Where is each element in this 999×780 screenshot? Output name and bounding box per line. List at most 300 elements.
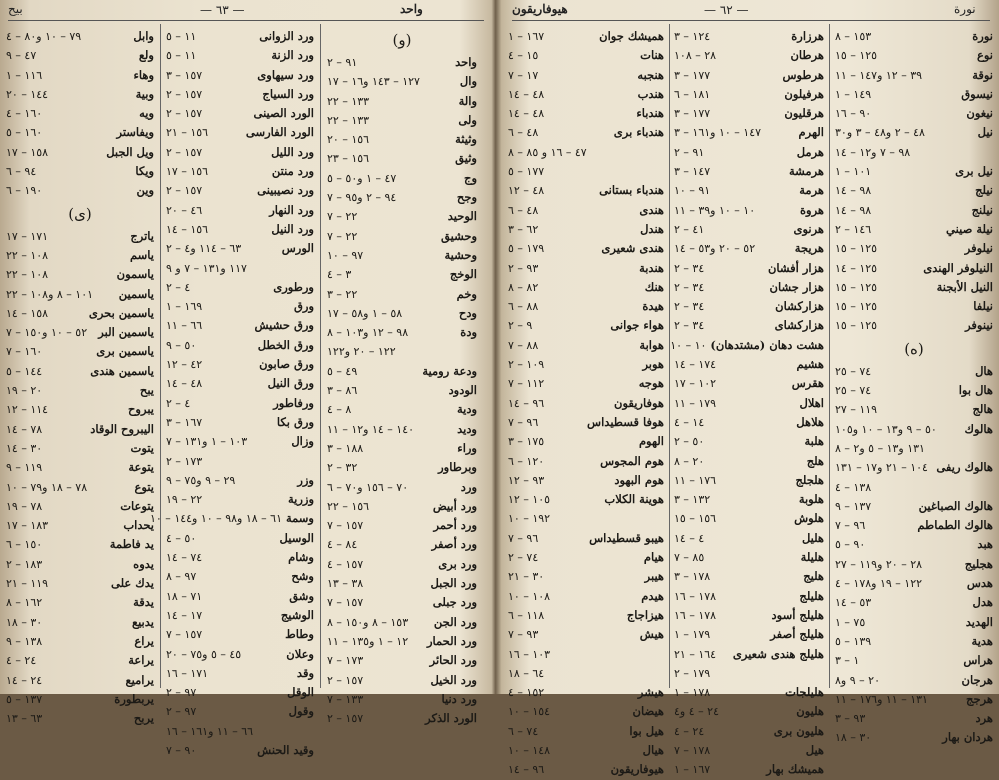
entry-word: وزرية [287, 492, 314, 507]
entry-reference: ٣٠ – ١٤ [6, 441, 43, 455]
left-header-word: واحد [400, 2, 423, 16]
index-entry [166, 355, 314, 374]
index-entry [166, 278, 314, 297]
entry-reference: ٤٨ – ١٤ [508, 87, 545, 101]
entry-word: ياسمين هندى [90, 363, 154, 378]
entry-word: ياسمون [116, 267, 154, 282]
entry-reference: ٧١ – ١٨ [166, 589, 203, 603]
entry-word: ودية [456, 402, 477, 417]
entry-reference: ٢٠ – ٨ [674, 454, 705, 468]
entry-reference: ٧٨ – ١٤ [6, 422, 43, 436]
index-entry [6, 400, 154, 419]
entry-word: ورد الزنة [271, 48, 314, 63]
entry-reference: ٩٣ – ٧ [508, 628, 539, 642]
entry-reference: ٥٠ – ٩ و١٣ – ١٠ و١٠٥ [835, 422, 937, 436]
entry-reference: ٤٨ – ١٤ [166, 377, 203, 391]
index-entry [6, 439, 154, 458]
entry-reference: ١٦٧ – ١ [508, 30, 545, 43]
entry-word: هجليج [964, 556, 993, 571]
entry-reference: ١٦٠ – ٧ [6, 345, 43, 359]
entry-reference: ١٨٣ – ١٧ [6, 519, 49, 533]
entry-reference: ١٥٣ – ٨ و١٥٠ – ٨ [327, 615, 409, 629]
index-entry [508, 123, 664, 142]
index-entry [327, 671, 477, 690]
entry-reference: ٢٢ – ١٩ [166, 493, 203, 507]
index-entry [508, 625, 664, 644]
entry-reference: ٦٤ – ١٨ [508, 666, 545, 680]
index-entry [835, 143, 993, 162]
index-entry [508, 760, 664, 779]
index-entry [166, 336, 314, 355]
index-entry [835, 497, 993, 516]
index-entry [674, 567, 824, 586]
entry-word: وخم [456, 286, 477, 301]
entry-word: وهاء [133, 67, 154, 82]
entry-reference: ٦٦ – ١١ و١٦١ – ١٦ [166, 724, 254, 738]
index-entry [508, 683, 664, 702]
index-entry [835, 297, 993, 316]
index-entry [166, 123, 314, 142]
entry-word: هيام [643, 550, 664, 565]
entry-word: هليج [803, 569, 824, 584]
entry-reference: ١٢٠ – ٦ [508, 454, 545, 468]
entry-word: ورق حشيش [254, 318, 314, 333]
entry-reference: ٩٠ – ١٦ [835, 107, 872, 121]
entry-reference: ١٠٨ – ٢٢ [6, 248, 49, 262]
right-page [504, 0, 999, 777]
entry-word: ياسمين البر [98, 325, 154, 340]
index-entry [6, 420, 154, 439]
entry-reference: ١٧٩ – ١١ [674, 396, 717, 410]
index-entry [835, 439, 993, 458]
entry-word: الوقل [287, 685, 314, 700]
entry-word: هوفاريقون [614, 395, 664, 410]
entry-word: هالوك الصباغين [918, 498, 993, 513]
index-entry [508, 297, 664, 316]
entry-reference: ١٧٧ – ٣ [674, 68, 711, 82]
index-entry [508, 413, 664, 432]
index-entry [6, 593, 154, 612]
entry-word: هلاهل [796, 414, 824, 429]
entry-word: هيدة [642, 299, 664, 314]
entry-reference: ٥٢ – ٢٠ و٥٣ – ١٤ [674, 242, 756, 256]
entry-word: هلج [806, 453, 824, 468]
entry-word: هندب [637, 86, 664, 101]
entry-word: يدوه [133, 556, 154, 571]
entry-reference: ٧٠ – ١٥٦ و٧٠ – ٦ [327, 480, 409, 494]
entry-reference: ١٠٥ – ١٢ [508, 493, 551, 507]
entry-reference: ٧٨ – ١٨ و٧٩ – ١٠ [6, 480, 88, 494]
index-entry [166, 529, 314, 548]
entry-reference: ١٤٤ – ٢٠ [6, 87, 49, 101]
index-entry [327, 613, 477, 632]
entry-reference: ٩٧ – ٨ [166, 570, 197, 584]
entry-reference: ١٤ – ٤ [674, 415, 705, 429]
index-entry [674, 374, 824, 393]
index-entry [327, 72, 477, 91]
entry-word: هليلج [799, 588, 824, 603]
entry-reference: ٩٦ – ١٤ [508, 396, 545, 410]
entry-word: ورد أصفر [431, 537, 477, 552]
entry-word: هندباء [636, 106, 664, 121]
section-letter-heading: (و) [392, 31, 412, 49]
entry-reference: ١٥٧ – ٧ [327, 519, 364, 533]
entry-word: النيل الأبجنة [936, 279, 993, 294]
entry-reference: ٩٣ – ٢ [508, 261, 539, 275]
index-entry [327, 53, 477, 72]
entry-word: يحداب [123, 518, 154, 533]
index-entry [508, 220, 664, 239]
index-entry [508, 355, 664, 374]
entry-reference: ١٦٩ – ١ [166, 300, 203, 314]
entry-word: ويكا [135, 164, 154, 179]
index-entry [508, 567, 664, 586]
entry-reference: ٧٤ – ١٤ [166, 551, 203, 565]
entry-reference: ٣٤ – ٢ [674, 280, 705, 294]
entry-reference: ١٣٧ – ٩ [835, 499, 872, 513]
index-entry [835, 239, 993, 258]
entry-word: هرزارة [791, 29, 824, 43]
entry-word: وين [136, 183, 154, 198]
entry-word: وحشيق [441, 228, 477, 243]
index-entry [508, 46, 664, 65]
index-entry [835, 651, 993, 670]
index-entry [6, 690, 154, 709]
index-entry [6, 516, 154, 535]
index-entry [835, 46, 993, 65]
index-entry [166, 548, 314, 567]
entry-word: هميشك بهار [766, 762, 824, 777]
entry-word: هوفا قسطيداس [587, 414, 664, 429]
entry-reference: ١٥٠ – ٦ [6, 538, 43, 552]
entry-reference: ١٢٥ – ١٥ [835, 242, 878, 256]
entry-word: وطاط [285, 627, 314, 642]
entry-word: يراع [134, 633, 154, 648]
entry-reference: ١٤٠ – ١٤ و١٢ – ١١ [327, 422, 415, 436]
entry-word: الهرم [798, 125, 824, 140]
entry-word: ورد الخيل [430, 672, 477, 687]
entry-word: يبح [139, 383, 154, 398]
entry-word: هلجلج [795, 472, 824, 487]
index-entry [166, 490, 314, 509]
index-entry [327, 304, 477, 323]
index-entry [674, 162, 824, 181]
entry-word: هيبر [644, 569, 664, 584]
entry-reference: ١٠ – ١٠ [670, 338, 707, 352]
entry-reference: ١٦٤ – ٢١ [674, 647, 717, 661]
index-entry [835, 574, 993, 593]
index-entry [508, 645, 664, 664]
index-entry [6, 265, 154, 284]
column-divider [669, 24, 670, 688]
entry-reference: ٢٤ – ٤ و٤ [674, 705, 719, 719]
entry-word: الوخج [449, 267, 477, 282]
entry-reference: ١٩٢ – ١٠ [508, 512, 551, 526]
entry-word: يدقة [133, 595, 154, 610]
index-entry [166, 46, 314, 65]
entry-reference: ١٢٥ – ١٥ [835, 280, 878, 294]
index-entry [6, 123, 154, 142]
entry-word: هرمل [796, 144, 824, 159]
entry-reference: ٩٣ – ٣ [835, 712, 866, 726]
index-entry [674, 760, 824, 779]
index-entry [166, 66, 314, 85]
entry-reference: ١٧ – ٧ [508, 68, 539, 82]
entry-word: هرمة [799, 183, 824, 198]
index-entry [166, 683, 314, 702]
index-entry [6, 66, 154, 85]
entry-word: واحد [455, 55, 477, 69]
entry-reference: ١٥٧ – ٢ [327, 712, 364, 726]
entry-reference: ١٥٣ – ٨ [835, 30, 872, 43]
index-entry [327, 188, 477, 207]
entry-reference: ٤٩ – ٥ [327, 364, 358, 378]
index-entry [508, 27, 664, 46]
index-entry [166, 722, 314, 741]
entry-word: الودود [448, 383, 477, 398]
entry-reference: ١٥٦ – ١٥ [674, 512, 717, 526]
entry-reference: ٤ – ٢ [166, 280, 191, 294]
entry-word: ورد النهار [269, 202, 314, 217]
entry-word: يراميع [125, 672, 154, 687]
index-entry [327, 593, 477, 612]
entry-reference: ٩١ – ١٠ [674, 184, 711, 198]
entry-word: ودح [458, 305, 477, 320]
index-entry [166, 143, 314, 162]
entry-reference: ٩١ – ٢ [674, 145, 705, 159]
index-entry [327, 362, 477, 381]
index-entry [674, 645, 824, 664]
entry-word: يراعة [128, 653, 154, 668]
column-divider [320, 24, 321, 688]
index-entry [6, 478, 154, 497]
entry-reference: ٤٧ – ١٦ و ٨٥ – ٨ [508, 145, 587, 159]
entry-reference: ٦٢ – ٣ [508, 222, 539, 236]
right-header-word: هيوفاريقون [512, 2, 568, 16]
index-entry [508, 452, 664, 471]
index-entry [508, 394, 664, 413]
entry-word: هواء جوانى [610, 318, 664, 333]
entry-word: هليلجات [785, 685, 824, 700]
column-divider [829, 24, 830, 688]
index-entry [508, 471, 664, 490]
index-entry [327, 265, 477, 284]
entry-word: ورد منتن [271, 164, 314, 179]
index-entry [508, 741, 664, 760]
entry-reference: ٣٠ – ١٨ [835, 731, 872, 745]
entry-reference: ١٦٠ – ٤ [6, 107, 43, 121]
left-column-1 [327, 27, 477, 726]
entry-reference: ٣٤ – ٢ [674, 319, 705, 333]
entry-word: هزاركشان [775, 299, 824, 314]
index-entry [327, 535, 477, 554]
entry-reference: ٩ – ٢ [508, 319, 533, 333]
index-entry [166, 220, 314, 239]
entry-reference: ٧٤ – ٢٥ [835, 384, 872, 398]
entry-reference: ٥٠ – ٢ [674, 435, 705, 449]
entry-word: ورد الليل [271, 144, 314, 159]
entry-word: هيضان [632, 704, 664, 719]
index-entry [835, 632, 993, 651]
entry-reference: ١٠١ – ٨ و١٠٨ – ٢٢ [6, 287, 94, 301]
entry-reference: ١١٤ – ١٢ [6, 403, 49, 417]
index-entry [166, 181, 314, 200]
entry-reference: ١٢ – ١ و١٣٥ – ١١ [327, 634, 409, 648]
index-entry [166, 394, 314, 413]
entry-reference: ٣٨ – ١٣ [327, 577, 364, 591]
index-entry [674, 355, 824, 374]
index-entry [508, 509, 664, 528]
index-entry [6, 535, 154, 554]
entry-reference: ١١٢ – ٧ [508, 377, 545, 391]
index-entry [6, 285, 154, 304]
index-entry [6, 46, 154, 65]
entry-reference: ٤٨ – ١٢ [508, 184, 545, 198]
entry-reference: ٢٩ – ٩ و٧٥ – ٩ [166, 473, 236, 487]
entry-reference: ١٨٨ – ٣ [327, 441, 364, 455]
index-entry [327, 111, 477, 130]
entry-word: نيلة صيني [946, 221, 993, 236]
entry-reference: ١٤٤ – ٥ [6, 364, 43, 378]
entry-word: ورق بكا [276, 414, 314, 429]
index-entry [835, 123, 993, 142]
index-entry [327, 555, 477, 574]
entry-word: ورق [293, 299, 314, 314]
index-entry [166, 625, 314, 644]
index-entry [166, 413, 314, 432]
entry-word: هوجه [638, 376, 664, 391]
index-entry [327, 169, 477, 188]
entry-word: ويل الجبل [106, 144, 154, 159]
index-entry [166, 316, 314, 335]
index-entry [508, 606, 664, 625]
index-entry [674, 587, 824, 606]
entry-reference: ١٣٨ – ٤ [835, 480, 872, 494]
entry-word: النيلوفر الهندى [923, 260, 993, 275]
entry-word: ورفاطور [273, 395, 314, 410]
entry-reference: ٨٥ – ٧ [674, 551, 705, 565]
entry-reference: ٩٣ – ١٢ [508, 473, 545, 487]
index-entry [6, 104, 154, 123]
entry-reference: ١٩٠ – ٦ [6, 184, 43, 198]
entry-reference: ٨٦ – ٣ [327, 384, 358, 398]
entry-word: هليلة [800, 550, 824, 565]
entry-reference: ١٥٧ – ٢ [166, 107, 203, 121]
index-entry [6, 246, 154, 265]
entry-reference: ٢٢ – ٣ [327, 287, 358, 301]
entry-reference: ٢٤ – ٤ [674, 724, 705, 738]
entry-word: هليلج أصفر [770, 627, 824, 642]
index-entry [327, 439, 477, 458]
entry-word: ولع [138, 48, 154, 63]
entry-reference: ٢٢ – ٧ [327, 229, 358, 243]
entry-reference: ٥٣ – ١٤ [835, 596, 872, 610]
index-entry [327, 632, 477, 651]
index-entry [6, 381, 154, 400]
entry-word: وزر [297, 472, 314, 487]
index-entry [327, 709, 477, 728]
entry-reference: ١١ – ٥ [166, 30, 197, 43]
entry-reference: ١٧٨ – ٧ [674, 743, 711, 757]
entry-reference: ١٠ – ١٠ و٣٩ – ١١ [674, 203, 756, 217]
entry-reference: ١٥٤ – ١٠ [508, 705, 551, 719]
entry-word: هليون برى [773, 723, 824, 738]
entry-word: هالوك ريفى [936, 460, 993, 475]
left-column-2 [149, 27, 314, 757]
entry-reference: ٤٨ – ١٤ [508, 107, 545, 121]
index-entry [508, 181, 664, 200]
entry-reference: ٨٢ – ٨ [508, 280, 539, 294]
entry-word: هزار أفشان [767, 260, 824, 275]
column-divider [160, 24, 161, 688]
index-entry [674, 471, 824, 490]
entry-reference: ٩٦ – ٧ [508, 415, 539, 429]
section-letter-heading: (ى) [68, 204, 92, 223]
entry-word: ورق صابون [259, 357, 314, 372]
entry-reference: ١٣٣ – ٢٢ [327, 113, 370, 127]
entry-reference: ١٧٩ – ٢ [674, 666, 711, 680]
index-entry [674, 548, 824, 567]
entry-word: ياترج [130, 228, 154, 243]
index-entry [327, 458, 477, 477]
entry-word: هالج [972, 402, 993, 417]
index-entry [6, 304, 154, 323]
entry-word: نيلوفر [964, 241, 993, 256]
entry-word: هدية [971, 633, 993, 648]
entry-word: هندل [640, 221, 664, 236]
index-entry [835, 27, 993, 46]
index-entry [6, 497, 154, 516]
entry-word: الوشيج [280, 607, 314, 622]
entry-word: يتوت [130, 440, 154, 455]
entry-word: ورد الجن [433, 614, 477, 629]
entry-reference: ٩٨ – ١٤ [835, 184, 872, 198]
index-entry [166, 297, 314, 316]
entry-reference: ٤٢ – ١٢ [166, 358, 203, 372]
entry-reference: ١٢٤ – ٣ [674, 30, 711, 43]
entry-reference: ١٤٦ – ٢ [835, 222, 872, 236]
index-entry [674, 201, 824, 220]
entry-reference: ١٤٧ – ١٠ و١٦١ – ٣ [674, 126, 762, 140]
entry-word: هيال [642, 742, 664, 757]
entry-word: هليون [796, 704, 824, 719]
entry-word: ورد أحمر [433, 518, 477, 533]
entry-word: هيشر [637, 685, 664, 700]
entry-word: يربطورة [114, 691, 154, 706]
index-entry [166, 452, 314, 471]
index-entry [835, 278, 993, 297]
index-entry [166, 587, 314, 606]
index-entry [508, 66, 664, 85]
entry-reference: ٣٤ – ٢ [674, 261, 705, 275]
index-entry [835, 535, 993, 554]
entry-reference: ٢٠ – ٩ و٨ [835, 673, 880, 687]
index-entry [674, 452, 824, 471]
right-catchword: نورة [954, 2, 976, 16]
index-entry [327, 323, 477, 342]
entry-reference: ١٣٣ – ٧ [327, 692, 364, 706]
entry-word: هرطان [790, 48, 824, 63]
entry-word: هقرس [791, 376, 824, 391]
entry-reference: ١٥٦ – ٢١ [166, 126, 209, 140]
index-entry [835, 555, 993, 574]
index-entry [674, 413, 824, 432]
entry-word: هرجان [961, 672, 993, 687]
entry-reference: ١٠١ – ١ [835, 165, 872, 179]
entry-word: هنات [640, 48, 664, 63]
entry-reference: ٩٧ – ٢ [166, 686, 197, 700]
entry-reference: ١١٩ – ٢٧ [835, 403, 878, 417]
